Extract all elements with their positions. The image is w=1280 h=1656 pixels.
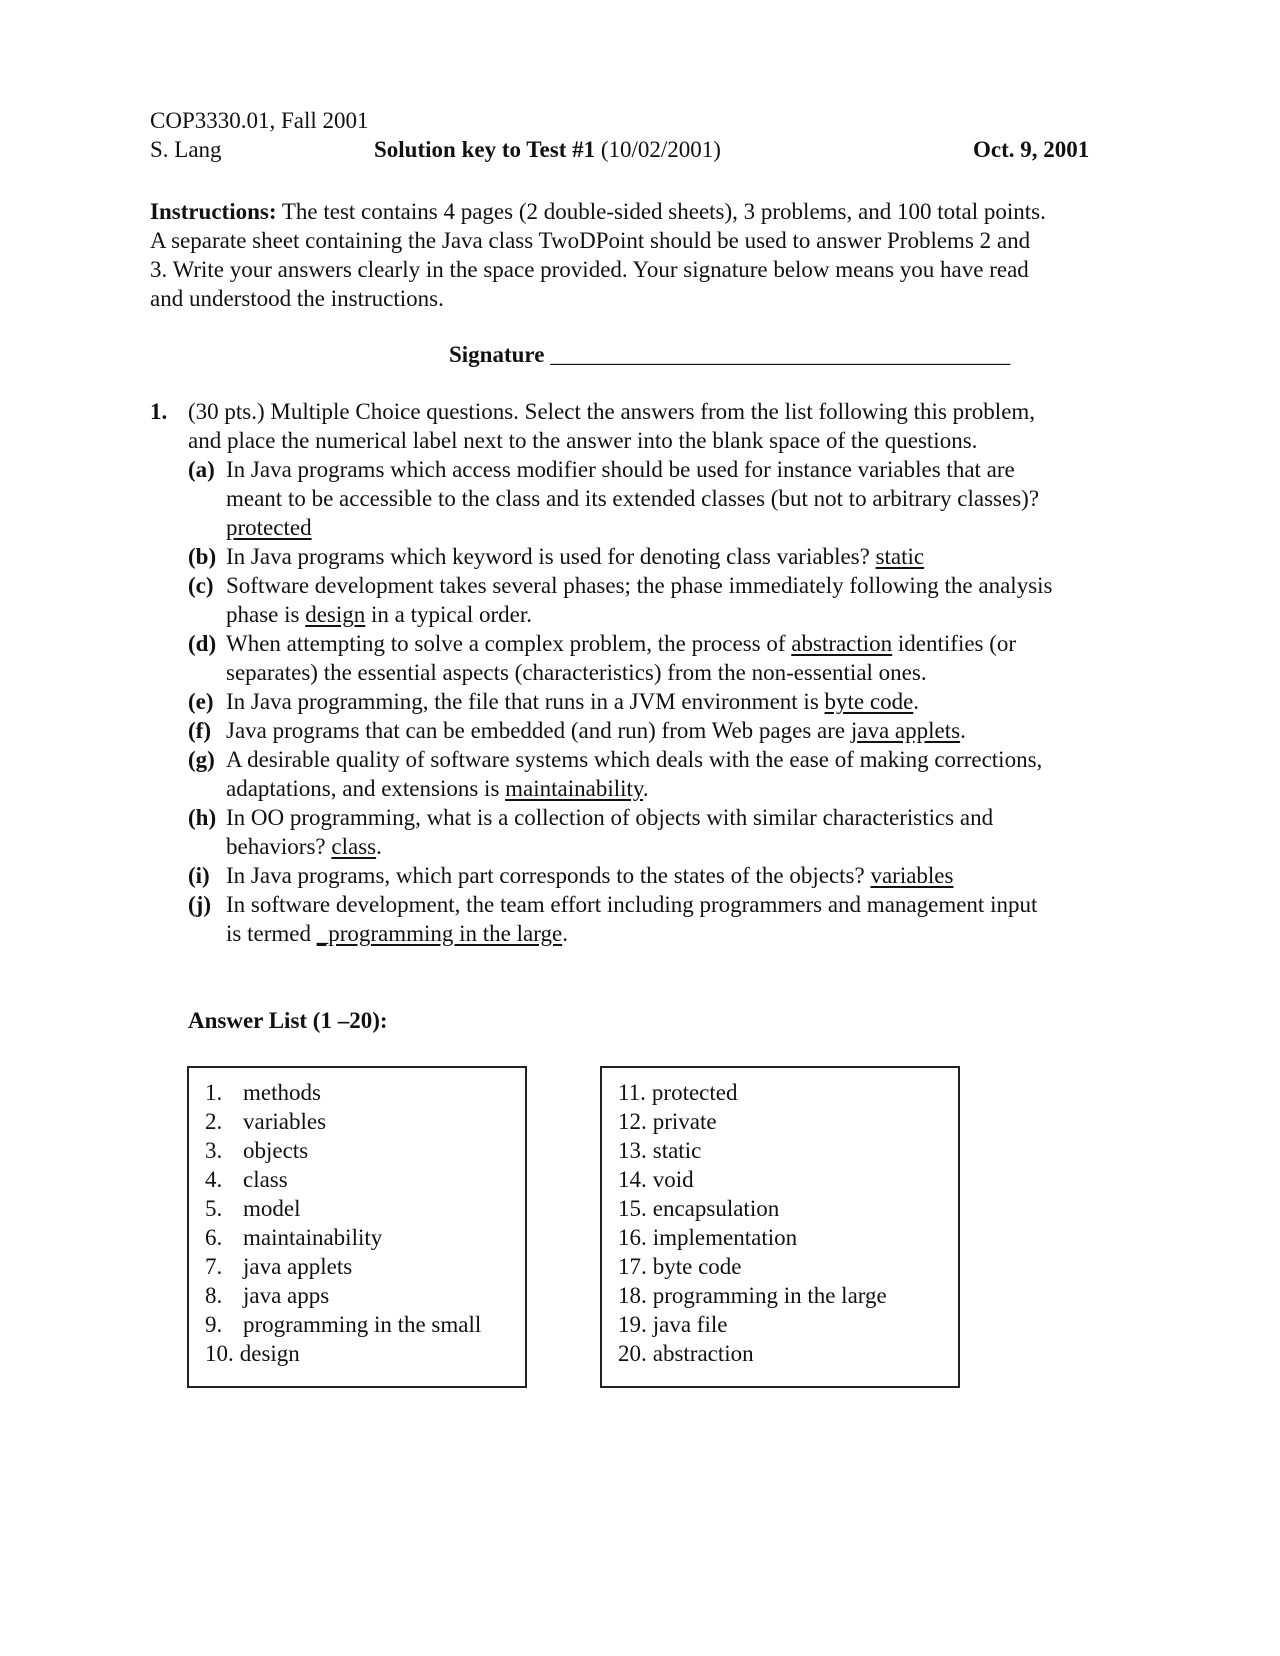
- item-text: java file: [652, 1312, 728, 1337]
- question-text: .: [913, 689, 920, 714]
- list-item: [205, 1165, 288, 1194]
- question-e: [188, 687, 919, 716]
- item-text: static: [652, 1138, 702, 1163]
- signature-label: Signature: [449, 342, 545, 367]
- list-item: [205, 1107, 326, 1136]
- item-number: 2.: [205, 1109, 223, 1134]
- question-h-line-2: [226, 832, 382, 861]
- list-item: [618, 1281, 887, 1310]
- item-number: 9.: [205, 1312, 223, 1337]
- item-number: 13.: [618, 1138, 647, 1163]
- document-title-bold: Solution key to Test #1: [374, 137, 596, 162]
- problem-intro-line-2: and place the numerical label next to the answer into the blank space of the questions.: [188, 428, 978, 453]
- instructions-label: Instructions:: [150, 199, 277, 224]
- item-text: abstraction: [652, 1341, 754, 1366]
- item-number: 14.: [618, 1167, 647, 1192]
- item-text: model: [243, 1196, 301, 1221]
- item-number: 5.: [205, 1196, 223, 1221]
- question-text: .: [960, 718, 966, 743]
- answer-a: protected: [226, 515, 312, 540]
- list-item: [205, 1281, 329, 1310]
- list-item: [205, 1310, 481, 1339]
- answer-list-left-box: [187, 1066, 527, 1388]
- item-number: 19.: [618, 1312, 647, 1337]
- question-text: in a typical order.: [365, 602, 532, 627]
- item-number: 8.: [205, 1283, 223, 1308]
- question-label: (e): [188, 689, 214, 714]
- item-text: java apps: [243, 1283, 330, 1308]
- author-name: S. Lang: [150, 137, 222, 162]
- question-d: [188, 629, 1016, 658]
- item-number: 1.: [205, 1080, 223, 1105]
- item-text: byte code: [652, 1254, 742, 1279]
- list-item: [618, 1194, 779, 1223]
- answer-i: variables: [870, 863, 954, 888]
- item-number: 12.: [618, 1109, 647, 1134]
- question-label: (i): [188, 863, 210, 888]
- question-c: [188, 571, 1052, 600]
- question-text: In Java programs which access modifier should be used for instance variables that are: [226, 457, 1015, 482]
- question-text: adaptations, and extensions is: [226, 776, 506, 801]
- signature-line[interactable]: ________________________________________: [550, 342, 1011, 367]
- question-a: [188, 455, 1015, 484]
- item-text: implementation: [652, 1225, 798, 1250]
- list-item: [205, 1136, 308, 1165]
- list-item: [618, 1310, 727, 1339]
- item-text: variables: [243, 1109, 327, 1134]
- question-label: (c): [188, 573, 214, 598]
- question-d-line-2: separates) the essential aspects (characteristics) from the non-essential ones.: [226, 660, 927, 685]
- item-number: 3.: [205, 1138, 223, 1163]
- question-i: [188, 861, 953, 890]
- question-text: When attempting to solve a complex problem, the process of: [226, 631, 792, 656]
- question-text: phase is: [226, 602, 306, 627]
- question-text: identifies (or: [892, 631, 1017, 656]
- question-label: (g): [188, 747, 215, 772]
- answer-g: maintainability: [505, 776, 643, 801]
- question-label: (b): [188, 544, 217, 569]
- item-text: programming in the small: [243, 1312, 482, 1337]
- answer-j: _programming in the large: [316, 921, 563, 946]
- test-date: (10/02/2001): [595, 137, 721, 162]
- list-item: [618, 1252, 742, 1281]
- answer-list-title: Answer List (1 –20):: [188, 1008, 388, 1033]
- item-number: 15.: [618, 1196, 647, 1221]
- question-text: .: [642, 776, 649, 801]
- list-item: [205, 1194, 301, 1223]
- item-text: objects: [243, 1138, 309, 1163]
- item-text: maintainability: [243, 1225, 383, 1250]
- question-c-line-2: [226, 600, 532, 629]
- answer-f: java applets: [850, 718, 961, 743]
- item-text: encapsulation: [652, 1196, 780, 1221]
- item-number: 4.: [205, 1167, 223, 1192]
- question-j-line-2: [226, 919, 568, 948]
- instructions-line-2: A separate sheet containing the Java class TwoDPoint should be used to answer Problems 2 and: [150, 228, 1031, 253]
- instructions-line-4: and understood the instructions.: [150, 286, 444, 311]
- answer-list-right-box: [600, 1066, 960, 1388]
- question-text: .: [562, 921, 568, 946]
- question-text: Software development takes several phases; the phase immediately following the analysis: [226, 573, 1053, 598]
- question-f: [188, 716, 966, 745]
- list-item: [205, 1223, 382, 1252]
- question-h: [188, 803, 993, 832]
- question-text: In Java programming, the file that runs in a JVM environment is: [226, 689, 825, 714]
- list-item: [205, 1252, 352, 1281]
- item-text: class: [243, 1167, 288, 1192]
- question-g: [188, 745, 1042, 774]
- signature-field[interactable]: [449, 340, 1010, 369]
- question-label: (j): [188, 892, 211, 917]
- answer-h: class: [331, 834, 377, 859]
- item-number: 16.: [618, 1225, 647, 1250]
- document-title: [374, 135, 721, 164]
- list-item: [205, 1078, 321, 1107]
- question-text: In Java programs, which part corresponds to the states of the objects?: [226, 863, 871, 888]
- question-text: In Java programs which keyword is used for denoting class variables?: [226, 544, 876, 569]
- list-item: [618, 1136, 701, 1165]
- answer-c: design: [305, 602, 366, 627]
- question-text: Java programs that can be embedded (and run) from Web pages are: [226, 718, 851, 743]
- question-text: A desirable quality of software systems which deals with the ease of making corrections,: [226, 747, 1043, 772]
- item-number: 17.: [618, 1254, 647, 1279]
- answer-d: abstraction: [791, 631, 893, 656]
- list-item: [618, 1078, 737, 1107]
- answer-b: static: [875, 544, 925, 569]
- item-text: design: [239, 1341, 300, 1366]
- answer-e: byte code: [824, 689, 914, 714]
- problem-intro-line-1: (30 pts.) Multiple Choice questions. Select the answers from the list following this problem,: [188, 399, 1036, 424]
- item-text: private: [652, 1109, 717, 1134]
- instructions-text: The test contains 4 pages (2 double-sided sheets), 3 problems, and 100 total points.: [276, 199, 1046, 224]
- question-text: In OO programming, what is a collection of objects with similar characteristics and: [226, 805, 994, 830]
- question-text: is termed: [226, 921, 317, 946]
- instructions-line-1: [150, 197, 1046, 226]
- item-text: protected: [651, 1080, 738, 1105]
- question-text: .: [376, 834, 382, 859]
- header-date: Oct. 9, 2001: [973, 137, 1090, 162]
- list-item: [618, 1107, 717, 1136]
- problem-number: 1.: [150, 399, 168, 424]
- course-label: COP3330.01, Fall 2001: [150, 108, 369, 133]
- item-number: 7.: [205, 1254, 223, 1279]
- instructions-line-3: 3. Write your answers clearly in the space provided. Your signature below means you have read: [150, 257, 1029, 282]
- item-text: programming in the large: [652, 1283, 887, 1308]
- list-item: [618, 1165, 694, 1194]
- item-number: 10.: [205, 1341, 234, 1366]
- item-number: 11.: [618, 1080, 646, 1105]
- question-label: (d): [188, 631, 217, 656]
- list-item: [618, 1339, 754, 1368]
- question-label: (h): [188, 805, 217, 830]
- question-text: behaviors?: [226, 834, 332, 859]
- question-j: [188, 890, 1037, 919]
- item-text: void: [652, 1167, 694, 1192]
- question-label: (f): [188, 718, 211, 743]
- item-number: 6.: [205, 1225, 223, 1250]
- question-label: (a): [188, 457, 215, 482]
- question-a-line-2: meant to be accessible to the class and its extended classes (but not to arbitrary classes)?: [226, 486, 1040, 511]
- list-item: [618, 1223, 797, 1252]
- item-number: 20.: [618, 1341, 647, 1366]
- question-b: [188, 542, 924, 571]
- question-text: In software development, the team effort including programmers and management input: [226, 892, 1038, 917]
- item-text: methods: [243, 1080, 321, 1105]
- question-g-line-2: [226, 774, 649, 803]
- item-number: 18.: [618, 1283, 647, 1308]
- item-text: java applets: [243, 1254, 353, 1279]
- list-item: [205, 1339, 300, 1368]
